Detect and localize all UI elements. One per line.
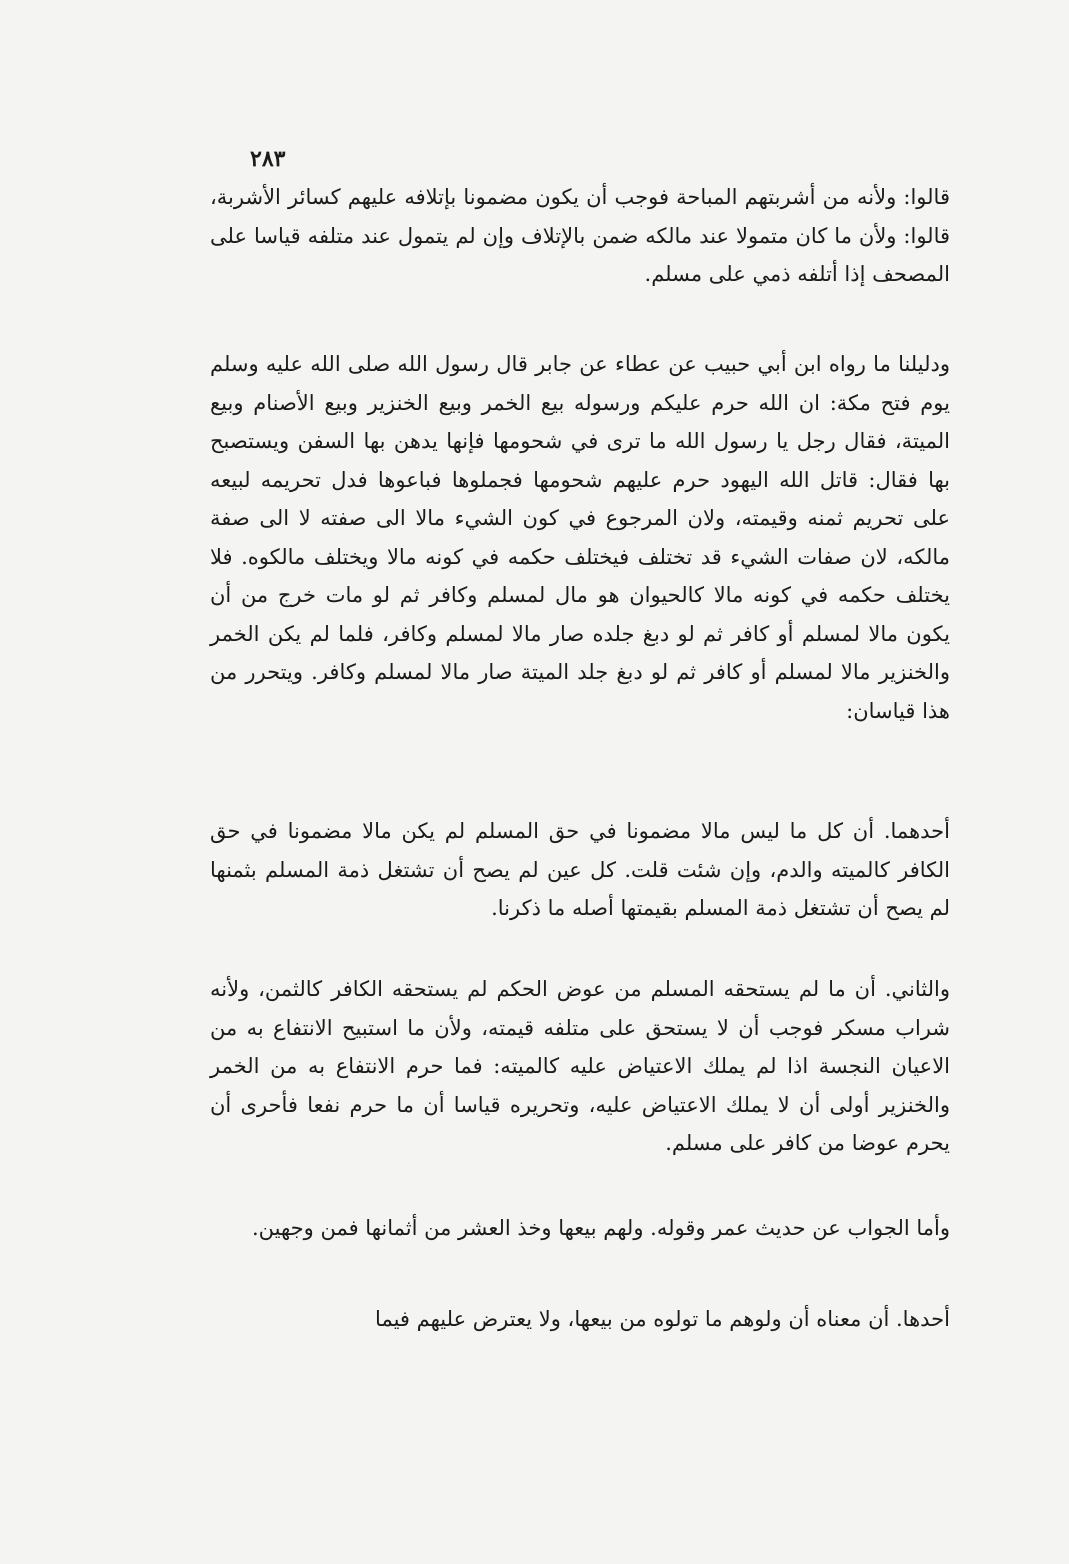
- paragraph-3: [210, 812, 950, 928]
- paragraph-text: ودليلنا ما رواه ابن أبي حبيب عن عطاء عن جابر قال رسول الله صلى الله عليه وسلم يوم فتح مكة: ان الله حرم عليكم ورسوله بيع الخمر وبيع الخنزير وبيع الأصنام وبيع الميتة، فقال رجل يا رسول الله ما ترى في شحومها فإنها يدهن بها السفن ويستصبح بها فقال: قاتل الله اليهود حرم عليهم شحومها فجملوها فباعوها فدل تحريمه لبيعه على تحريم ثمنه وقيمته، ولان المرجوع في كون الشيء مالا الى صفته لا الى صفة مالكه، لان صفات الشيء قد تختلف فيختلف حكمه في كونه مالا ويختلف مالكوه. فلا يختلف حكمه في كونه مالا كالحيوان هو مال لمسلم وكافر ثم لو مات خرج من أن يكون مالا لمسلم أو كافر ثم لو دبغ جلده صار مالا لمسلم وكافر، فلما لم يكن الخمر والخنزير مالا لمسلم أو كافر ثم لو دبغ جلد الميتة صار مالا لمسلم وكافر. ويتحرر من هذا قياسان:: [210, 352, 950, 723]
- paragraph-6: [210, 1300, 950, 1339]
- paragraph-2: [210, 345, 950, 730]
- paragraph-text: قالوا: ولأنه من أشربتهم المباحة فوجب أن يكون مضمونا بإتلافه عليهم كسائر الأشربة، قالوا: ولأن ما كان متمولا عند مالكه ضمن بالإتلاف وإن لم يتمول عند متلفه قياسا على المصحف إذا أتلفه ذمي على مسلم.: [210, 185, 950, 286]
- paragraph-1: [210, 178, 950, 294]
- paragraph-5: [210, 1209, 950, 1248]
- page-number: ٢٨٣: [250, 146, 286, 172]
- paragraph-text: والثاني. أن ما لم يستحقه المسلم من عوض الحكم لم يستحقه الكافر كالثمن، ولأنه شراب مسكر فوجب أن لا يستحق على متلفه قيمته، ولأن ما استبيح الانتفاع به من الاعيان النجسة اذا لم يملك الاعتياض عليه كالميته: فما حرم الانتفاع به من الخمر والخنزير أولى أن لا يملك الاعتياض عليه، وتحريره قياسا أن ما حرم نفعا فأحرى أن يحرم عوضا من كافر على مسلم.: [210, 977, 950, 1155]
- paragraph-4: [210, 970, 950, 1163]
- paragraph-text: أحدهما. أن كل ما ليس مالا مضمونا في حق المسلم لم يكن مالا مضمونا في حق الكافر كالميته والدم، وإن شئت قلت. كل عين لم يصح أن تشتغل ذمة المسلم بثمنها لم يصح أن تشتغل ذمة المسلم بقيمتها أصله ما ذكرنا.: [210, 819, 950, 920]
- paragraph-text: أحدها. أن معناه أن ولوهم ما تولوه من بيعها، ولا يعترض عليهم فيما: [375, 1307, 950, 1331]
- paragraph-text: وأما الجواب عن حديث عمر وقوله. ولهم بيعها وخذ العشر من أثمانها فمن وجهين.: [251, 1216, 950, 1240]
